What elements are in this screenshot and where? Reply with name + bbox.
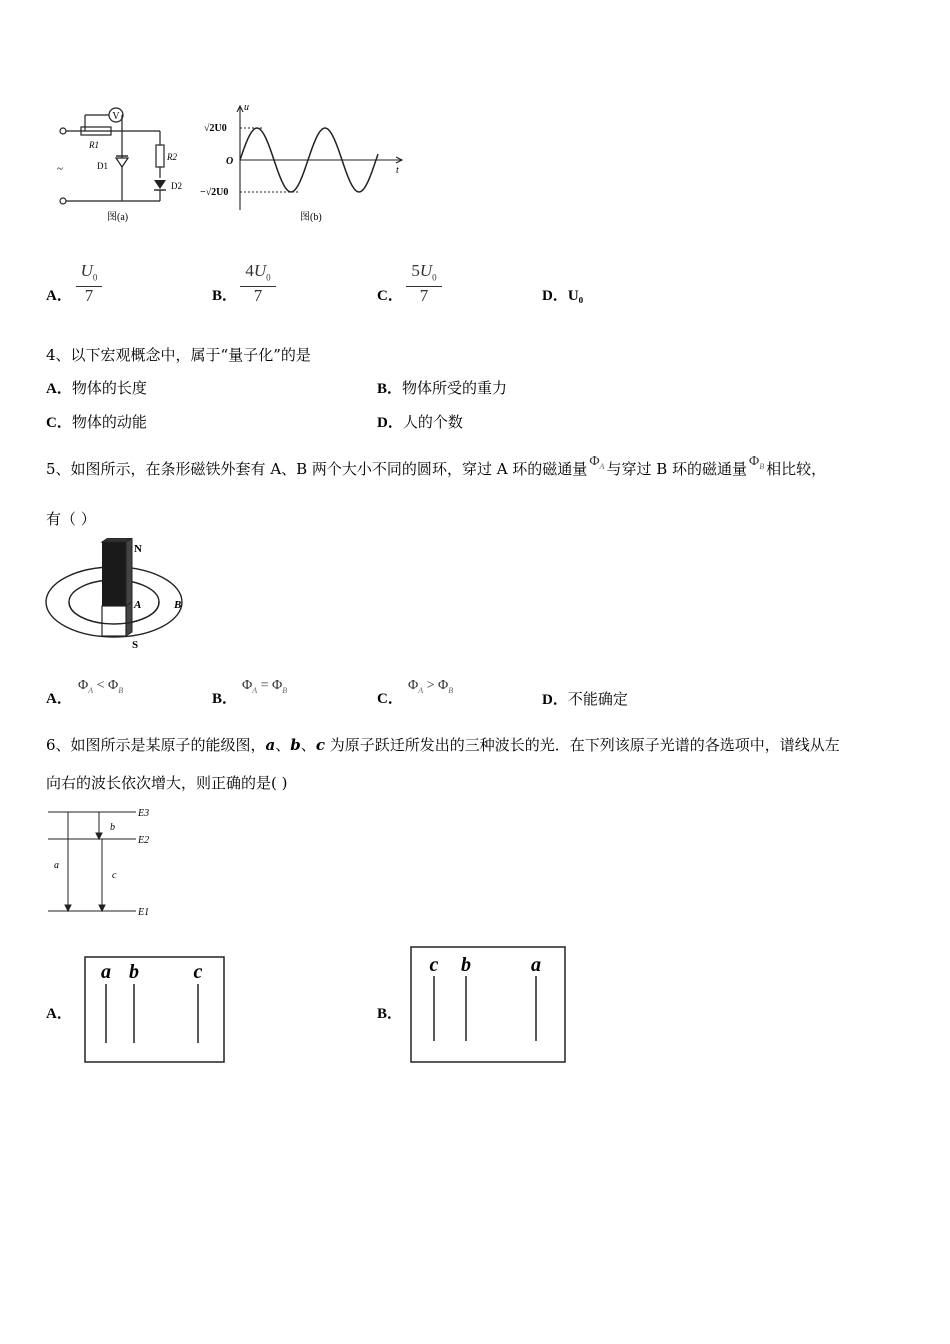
q4-stem: 4、以下宏观概念中，属于“量子化”的是 (46, 346, 311, 364)
q3-option-a-fraction: $\frac{U_0}{7}$ (76, 262, 102, 305)
transition-c-label: c (112, 870, 117, 881)
q6-stem: 6、如图所示是某原子的能级图，a、b、c 为原子跃迁所发出的三种波长的光．在下列该原子光谱的各选项中，谱线从左 (46, 736, 840, 754)
q3-option-a-letter[interactable]: A． (46, 288, 72, 304)
transition-a-label: a (54, 860, 59, 871)
r1-label: R1 (89, 140, 99, 150)
circuit-figure (45, 98, 215, 228)
q6-option-a-letter[interactable]: A． (46, 1006, 72, 1022)
q3-option-d[interactable]: D．U₀ (542, 288, 584, 304)
q3-option-b-fraction: $\frac{4U_0}{7}$ (240, 262, 276, 305)
q4-option-b[interactable]: B．物体所受的重力 (377, 379, 508, 397)
q5-option-a-formula: $\Phi_A < \Phi_B$ (78, 678, 124, 695)
q6-option-b-letter[interactable]: B． (377, 1006, 403, 1022)
q4-option-a[interactable]: A．物体的长度 (46, 379, 147, 397)
origin-label: O (226, 156, 234, 167)
q5-option-a-letter[interactable]: A． (46, 691, 72, 707)
energy-level-diagram (44, 800, 164, 922)
spectral-line-label: c (429, 954, 439, 976)
q5-stem: 5、如图所示，在条形磁铁外套有 A、B 两个大小不同的圆环，穿过 A 环的磁通量 $\Phi_A$ 与穿过 B 环的磁通量 $\Phi_B$ 相比较， (46, 454, 827, 478)
e3-label: E3 (138, 808, 150, 819)
r2-label: R2 (167, 152, 177, 162)
u-axis-label: u (244, 102, 249, 113)
spectral-line-label: a (531, 954, 541, 976)
q5-option-b-letter[interactable]: B． (212, 691, 238, 707)
q3-option-c-fraction: $\frac{5U_0}{7}$ (406, 262, 442, 305)
e2-label: E2 (138, 835, 150, 846)
magnet-rings-figure (44, 538, 204, 658)
transition-b-label: b (110, 822, 115, 833)
q6-option-b-spectrum (410, 946, 568, 1065)
e1-label: E1 (138, 907, 150, 918)
ring-a-label: A (134, 599, 142, 611)
north-pole-label: N (134, 543, 142, 555)
d1-label: D1 (97, 161, 108, 171)
positive-peak-label: √2U0 (204, 123, 227, 134)
spectral-line-label: b (461, 954, 471, 976)
t-axis-label: t (396, 165, 399, 176)
q5-option-c-letter[interactable]: C． (377, 691, 403, 707)
spectral-line-label: a (101, 961, 111, 983)
q6-option-a-spectrum (84, 956, 226, 1064)
q5-option-d[interactable]: D．不能确定 (542, 690, 628, 708)
figure-b-caption: 图(b) (300, 212, 322, 223)
q4-option-d[interactable]: D．人的个数 (377, 413, 463, 431)
q4-option-c[interactable]: C．物体的动能 (46, 413, 147, 431)
sine-wave-figure (200, 98, 410, 228)
negative-peak-label: −√2U0 (200, 187, 229, 198)
spectral-line-label: c (193, 961, 203, 983)
spectral-line-label: b (129, 961, 139, 983)
south-pole-label: S (132, 639, 139, 651)
q5-option-c-formula: $\Phi_A > \Phi_B$ (408, 678, 454, 695)
q3-option-c-letter[interactable]: C． (377, 288, 403, 304)
ac-source-label: ~ (57, 163, 63, 175)
voltmeter-label: V (112, 111, 120, 122)
ring-b-label: B (174, 599, 182, 611)
d2-label: D2 (171, 181, 182, 191)
q3-option-b-letter[interactable]: B． (212, 288, 238, 304)
q6-stem-line2: 向右的波长依次增大，则正确的是( ) (46, 774, 288, 792)
q5-stem-line2: 有（ ） (46, 510, 96, 528)
figure-a-caption: 图(a) (107, 212, 129, 223)
q5-option-b-formula: $\Phi_A = \Phi_B$ (242, 678, 288, 695)
